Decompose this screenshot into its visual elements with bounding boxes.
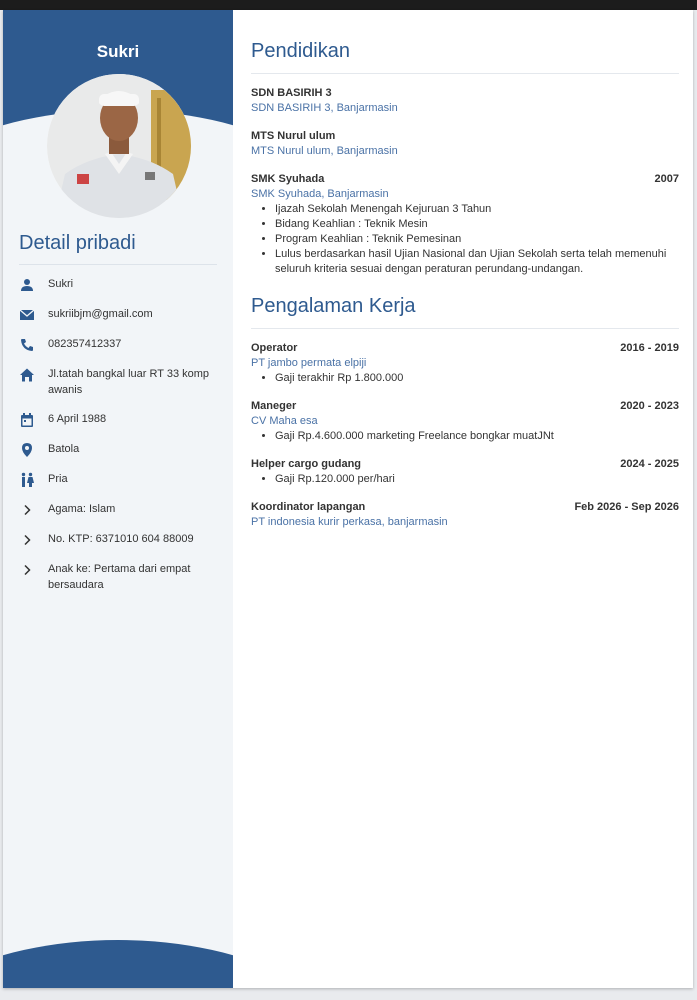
experience-entry: [251, 341, 679, 386]
bullet-item: • Gaji Rp.120.000 per/hari: [275, 472, 679, 487]
entry-date: 2024 - 2025: [620, 458, 679, 470]
detail-text: 082357412337: [48, 338, 122, 350]
detail-text: 6 April 1988: [48, 413, 107, 425]
detail-birthplace: [19, 441, 219, 458]
cv-page: [3, 10, 693, 988]
education-title: Pendidikan: [251, 40, 350, 62]
entry-date: 2007: [654, 173, 679, 185]
detail-text: No. KTP: 6371010 604 88009: [48, 533, 194, 545]
personal-details-list: [19, 276, 219, 606]
detail-email: [19, 306, 219, 323]
divider: [19, 264, 217, 265]
entry-subtitle: PT jambo permata elpiji: [251, 357, 367, 369]
entry-subtitle: SDN BASIRIH 3, Banjarmasin: [251, 102, 398, 114]
entry-bullets: [251, 429, 679, 444]
top-bar: [0, 0, 697, 10]
detail-text: Anak ke: Pertama dari empat bersaudara: [48, 563, 191, 591]
experience-entry: [251, 500, 679, 530]
avatar: [47, 74, 191, 218]
education-entry: [251, 172, 679, 277]
bullet-item: • Gaji terakhir Rp 1.800.000: [275, 371, 679, 386]
entry-subtitle: SMK Syuhada, Banjarmasin: [251, 188, 389, 200]
entry-title: Helper cargo gudang: [251, 458, 362, 470]
entry-title: Operator: [251, 342, 298, 354]
entry-subtitle: PT indonesia kurir perkasa, banjarmasin: [251, 516, 448, 528]
person-icon: [19, 277, 35, 293]
bullet-item: • Lulus berdasarkan hasil Ujian Nasional dan Ujian Sekolah serta telah memenuhi seluruh kriteria sesuai dengan peraturan perundang-undangan.: [275, 247, 679, 277]
entry-bullets: [251, 472, 679, 487]
chevron-right-icon: [19, 562, 35, 578]
education-entry: [251, 86, 679, 116]
bullet-item: • Gaji Rp.4.600.000 marketing Freelance bongkar muatJNt: [275, 429, 679, 444]
entry-title: SMK Syuhada: [251, 173, 325, 185]
experience-title: Pengalaman Kerja: [251, 295, 416, 317]
detail-id-number: [19, 531, 219, 548]
entry-subtitle: MTS Nurul ulum, Banjarmasin: [251, 145, 398, 157]
entry-bullets: [251, 371, 679, 386]
entry-date: 2020 - 2023: [620, 400, 679, 412]
detail-name: [19, 276, 219, 293]
calendar-icon: [19, 412, 35, 428]
detail-text: Agama: Islam: [48, 503, 116, 515]
detail-gender: [19, 471, 219, 488]
detail-text: Batola: [48, 443, 80, 455]
entry-subtitle: CV Maha esa: [251, 415, 318, 427]
chevron-right-icon: [19, 532, 35, 548]
sidebar-footer-band: [3, 940, 233, 988]
bullet-item: • Program Keahlian : Teknik Pemesinan: [275, 232, 679, 247]
location-pin-icon: [19, 442, 35, 458]
detail-text: Jl.tatah bangkal luar RT 33 komp awanis: [48, 368, 210, 396]
detail-phone: [19, 336, 219, 353]
bullet-item: • Bidang Keahlian : Teknik Mesin: [275, 217, 679, 232]
experience-entry: [251, 399, 679, 444]
email-icon: [19, 307, 35, 323]
profile-name: Sukri: [96, 42, 140, 61]
main-content: [251, 40, 679, 543]
detail-religion: [19, 501, 219, 518]
detail-birthdate: [19, 411, 219, 428]
chevron-right-icon: [19, 502, 35, 518]
gender-icon: [19, 472, 35, 488]
phone-icon: [19, 337, 35, 353]
experience-entry: [251, 457, 679, 487]
detail-text: Sukri: [48, 278, 74, 290]
bullet-item: • Ijazah Sekolah Menengah Kejuruan 3 Tahun: [275, 202, 679, 217]
sidebar: [3, 10, 233, 988]
divider: [251, 73, 679, 74]
home-icon: [19, 367, 35, 383]
detail-text: sukriibjm@gmail.com: [48, 308, 153, 320]
personal-details-title: Detail pribadi: [19, 232, 136, 254]
entry-title: Koordinator lapangan: [251, 501, 366, 513]
entry-title: MTS Nurul ulum: [251, 130, 336, 142]
entry-title: Maneger: [251, 400, 297, 412]
divider: [251, 328, 679, 329]
entry-date: Feb 2026 - Sep 2026: [574, 501, 679, 513]
entry-bullets: [251, 202, 679, 277]
entry-title: SDN BASIRIH 3: [251, 87, 332, 99]
detail-address: [19, 366, 219, 398]
detail-child-order: [19, 561, 219, 593]
detail-text: Pria: [48, 473, 68, 485]
education-entry: [251, 129, 679, 159]
entry-date: 2016 - 2019: [620, 342, 679, 354]
